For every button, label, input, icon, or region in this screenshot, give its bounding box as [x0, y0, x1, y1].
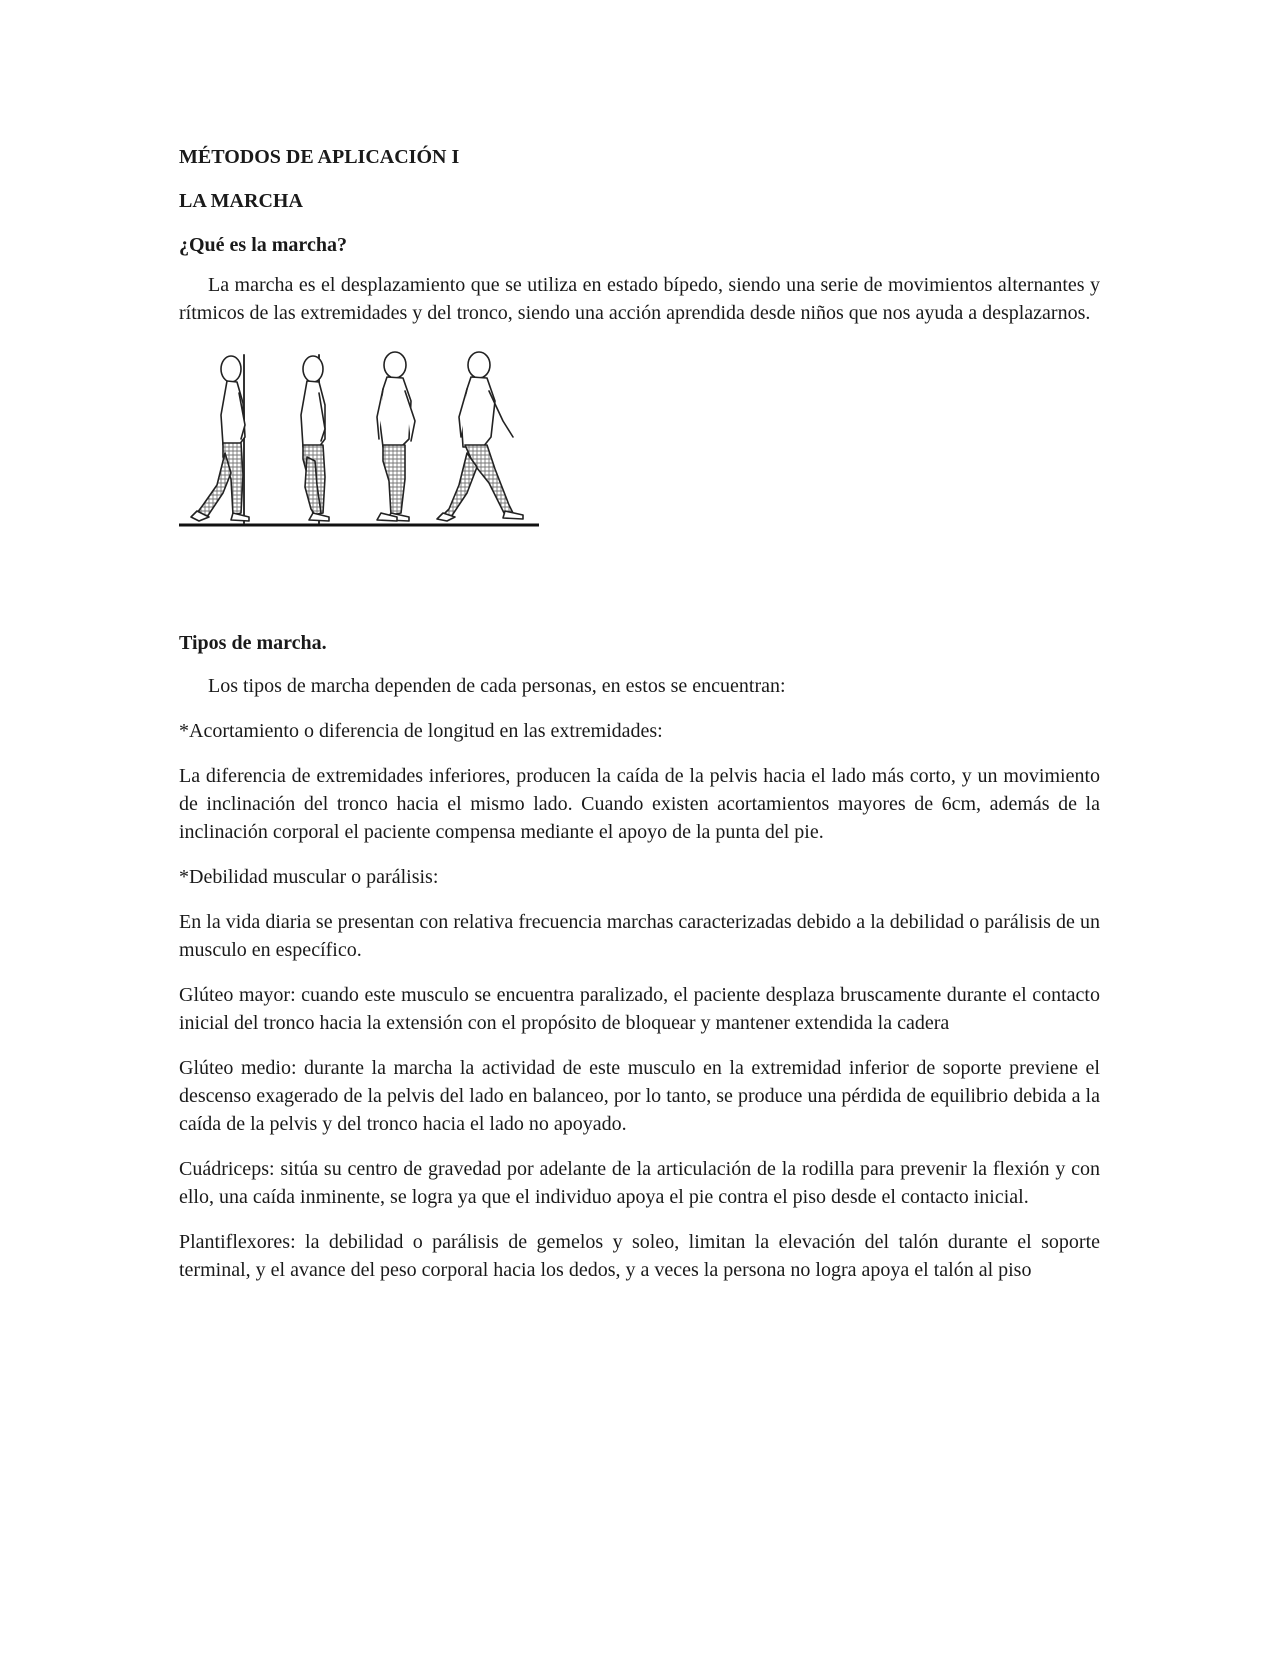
walking-sequence-illustration [179, 345, 541, 531]
item2-text: En la vida diaria se presentan con relativa frecuencia marchas caracterizadas debido a la debilidad o parálisis de un musculo en específico. [179, 911, 1100, 961]
walking-figure-4 [437, 352, 523, 521]
item2-title: *Debilidad muscular o parálisis: [179, 866, 439, 888]
intro-paragraph: La marcha es el desplazamiento que se utiliza en estado bípedo, siendo una serie de movimientos alternantes y rítmicos de las extremidades y del tronco, siendo una acción aprendida desde niños que nos ayuda a desplazarnos. [179, 274, 1100, 324]
types-heading: Tipos de marcha. [179, 632, 327, 654]
item1-title: *Acortamiento o diferencia de longitud en las extremidades: [179, 720, 663, 742]
figure-spacer [179, 531, 1100, 629]
types-intro: Los tipos de marcha dependen de cada personas, en estos se encuentran: [208, 675, 786, 697]
item1-text: La diferencia de extremidades inferiores, producen la caída de la pelvis hacia el lado más corto, y un movimiento de inclinación del tronco hacia el mismo lado. Cuando existen acortamientos mayores de 6cm, además de la inclinación corporal el paciente compensa mediante el apoyo de la punta del pie. [179, 765, 1100, 843]
document-body [179, 143, 1100, 1301]
walking-figures-icon [179, 345, 541, 531]
walking-figure-1 [191, 355, 249, 523]
question-heading: ¿Qué es la marcha? [179, 234, 347, 256]
plantiflexores-paragraph: Plantiflexores: la debilidad o parálisis de gemelos y soleo, limitan la elevación del talón durante el soporte terminal, y el avance del peso corporal hacia los dedos, y a veces la persona no logra apoya el talón al piso [179, 1231, 1100, 1281]
gluteo-medio-paragraph: Glúteo medio: durante la marcha la actividad de este musculo en la extremidad inferior de soporte previene el descenso exagerado de la pelvis del lado en balanceo, por lo tanto, se produce una pérdida de equilibrio debida a la caída de la pelvis y del tronco hacia el lado no apoyado. [179, 1057, 1100, 1135]
gluteo-mayor-paragraph: Glúteo mayor: cuando este musculo se encuentra paralizado, el paciente desplaza bruscamente durante el contacto inicial del tronco hacia la extensión con el propósito de bloquear y mantener extendida la cadera [179, 984, 1100, 1034]
cuadriceps-paragraph: Cuádriceps: sitúa su centro de gravedad por adelante de la articulación de la rodilla para prevenir la flexión y con ello, una caída inminente, se logra ya que el individuo apoya el pie contra el piso desde el contacto inicial. [179, 1158, 1100, 1208]
walking-figure-3 [377, 352, 415, 521]
topic-title: LA MARCHA [179, 190, 303, 212]
walking-figure-2 [301, 355, 329, 523]
course-title: MÉTODOS DE APLICACIÓN I [179, 146, 460, 168]
